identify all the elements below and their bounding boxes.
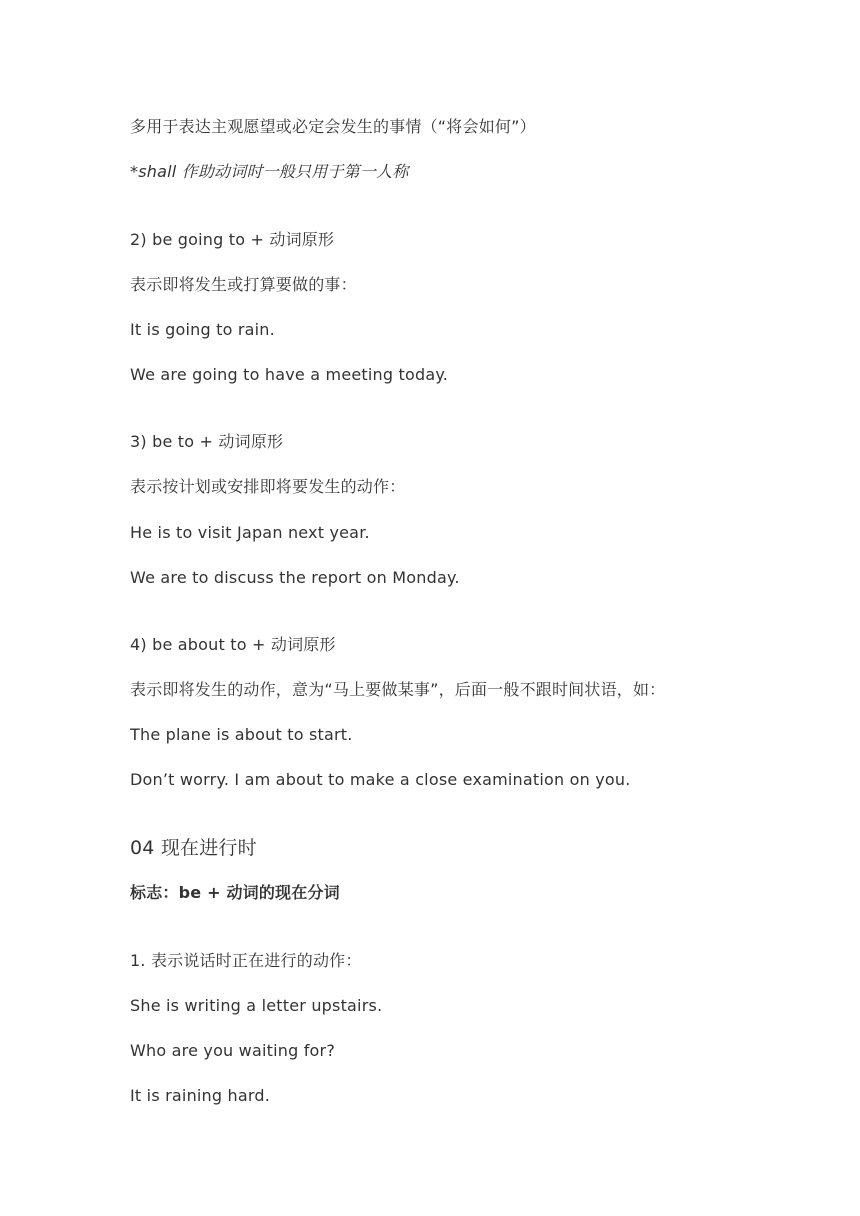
item-1-example-3: It is raining hard.	[130, 1086, 271, 1105]
section-3-example-2: We are to discuss the report on Monday.	[130, 568, 460, 587]
section-2-description: 表示即将发生或打算要做的事：	[130, 275, 357, 294]
section-4-example-2: Don’t worry. I am about to make a close examination on you.	[130, 770, 631, 789]
intro-text: 多用于表达主观愿望或必定会发生的事情（“将会如何”）	[130, 117, 536, 136]
section-2-example-2: We are going to have a meeting today.	[130, 365, 449, 384]
item-1-example-1: She is writing a letter upstairs.	[130, 996, 383, 1015]
section-3-example-1: He is to visit Japan next year.	[130, 523, 370, 542]
chapter-heading: 04 现在进行时	[130, 837, 257, 859]
section-4-description: 表示即将发生的动作，意为“马上要做某事”，后面一般不跟时间状语，如：	[130, 680, 666, 699]
section-3-description: 表示按计划或安排即将要发生的动作：	[130, 477, 406, 496]
section-3-title: 3) be to + 动词原形	[130, 432, 284, 451]
section-2-title: 2) be going to + 动词原形	[130, 230, 335, 249]
section-4-example-1: The plane is about to start.	[130, 725, 353, 744]
item-1-title: 1. 表示说话时正在进行的动作：	[130, 951, 362, 970]
section-2-example-1: It is going to rain.	[130, 320, 275, 339]
item-1-example-2: Who are you waiting for?	[130, 1041, 336, 1060]
section-4-title: 4) be about to + 动词原形	[130, 635, 336, 654]
shall-note: *shall 作助动词时一般只用于第一人称	[130, 162, 409, 181]
chapter-marker: 标志：be + 动词的现在分词	[130, 883, 340, 902]
